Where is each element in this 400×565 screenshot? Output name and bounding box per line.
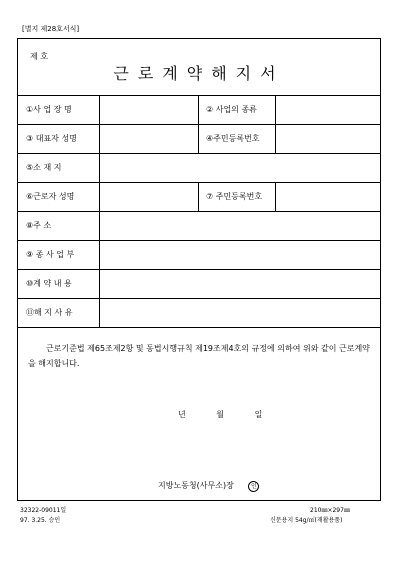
form-row (18, 124, 380, 154)
footer-code: 32322-09011일 (20, 507, 67, 514)
value-field[interactable] (100, 240, 198, 269)
form-row (18, 153, 380, 183)
column-divider (198, 182, 199, 211)
statement-text: 근로기준법 제65조제2항 및 동법시행규칙 제19조제4호의 규정에 의하여 위와 같이 근로계약을 해지합니다. (28, 344, 370, 368)
row-right-label: ⑦ 주민등록번호 (206, 192, 263, 201)
form-row (18, 95, 380, 125)
row-label: ①사 업 장 명 (26, 105, 72, 114)
form-row (18, 298, 380, 328)
office-signature (158, 480, 259, 492)
month-label: 월 (216, 410, 225, 419)
row-right-label: ② 사업의 종류 (206, 105, 257, 114)
footer-approved: 97. 3.25. 승인 (20, 517, 61, 524)
row-label: ⑩계 약 내 용 (26, 279, 72, 288)
value-field[interactable] (100, 95, 198, 124)
form-number-label: [별지 제28호서식] (22, 25, 80, 33)
footer-paper: 신문용지 54g/㎡(재활용품) (270, 517, 343, 524)
right-value-field[interactable] (276, 182, 380, 211)
date-line (178, 409, 290, 420)
value-field[interactable] (100, 211, 198, 240)
value-field[interactable] (100, 124, 198, 153)
form-row (18, 182, 380, 212)
row-label: ③ 대표자 성명 (26, 134, 77, 143)
column-divider (198, 95, 199, 124)
office-name: 지방노동청(사무소)장 (158, 481, 234, 490)
form-row (18, 269, 380, 299)
form-frame (17, 38, 381, 501)
right-value-field[interactable] (276, 124, 380, 153)
row-label: ⑥근로자 성명 (26, 192, 75, 201)
row-right-label: ④주민등록번호 (206, 134, 260, 143)
row-label: ⑤소 재 지 (26, 163, 62, 172)
value-field[interactable] (100, 298, 198, 327)
title-section (18, 39, 380, 96)
document-number-label: 제 호 (30, 52, 48, 61)
year-label: 년 (178, 410, 186, 419)
day-label: 일 (254, 410, 263, 419)
form-row (18, 211, 380, 241)
document-title: 근로계약해지서 (113, 64, 285, 83)
value-field[interactable] (100, 182, 198, 211)
right-value-field[interactable] (276, 95, 380, 124)
row-label: ⑪해 지 사 유 (26, 308, 73, 317)
row-label: ⑨ 종 사 업 부 (26, 250, 75, 259)
footer-size: 210㎜×297㎜ (310, 507, 350, 514)
column-divider (198, 124, 199, 153)
value-field[interactable] (100, 153, 198, 182)
row-label: ⑧주 소 (26, 221, 52, 230)
seal-mark: 인 (248, 481, 259, 492)
value-field[interactable] (100, 269, 198, 298)
form-row (18, 240, 380, 270)
